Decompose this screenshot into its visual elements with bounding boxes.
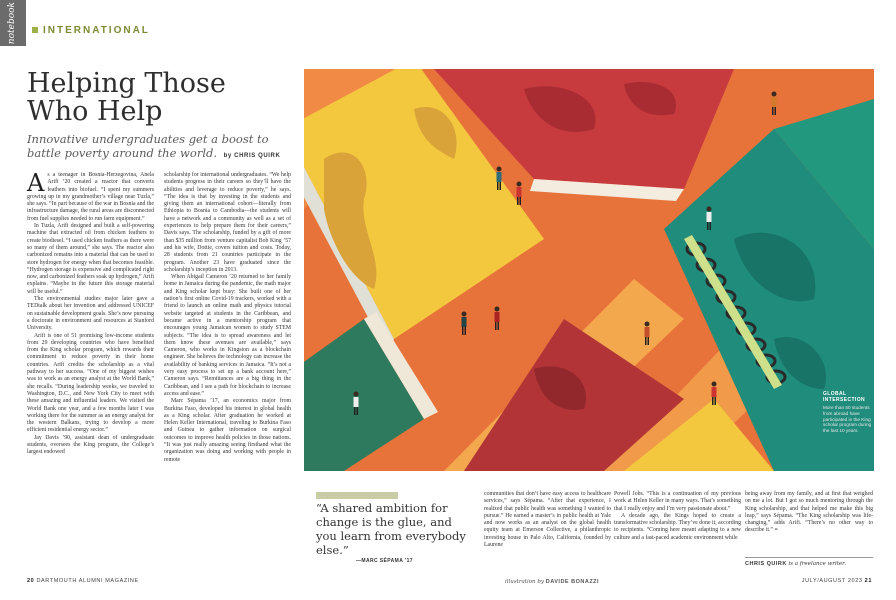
footer-rule (745, 557, 873, 558)
body-column-1 (27, 169, 154, 457)
author-name: CHRIS QUIRK (745, 561, 787, 567)
caption-title: GLOBAL INTERSECTION (823, 391, 866, 403)
headline: Helping Those Who Help (27, 68, 226, 127)
section-label: INTERNATIONAL (43, 25, 150, 36)
paragraph: communities that don’t have easy access to healthcare services,” says Sépama. “After that experience, I realized that public health was something I wanted to pursue.” He earned a master’s in public health at Yale and now works as an analyst on the global health equity team at Emerson Collective, a philanthropic investing house in Palo Alto, California, founded by Laurene (484, 491, 611, 549)
pull-quote-attribution: —MARC SÉPAMA ’17 (356, 558, 413, 564)
paragraph: being away from my family, and at first that weighed on me a lot. But I got so much mentoring through the King scholarship, and that helped me make this big leap,” says Sépama. “The King scholarship was life-changing,” adds Arifi. “There’s no other way to describe it.” ≡ (745, 491, 873, 534)
body-column-5 (745, 491, 873, 535)
body-column-3 (484, 491, 611, 549)
end-mark: ≡ (774, 527, 778, 534)
deck-text: Innovative undergraduates get a boost to battle poverty around the world. (27, 132, 269, 160)
folio-right (802, 578, 872, 584)
body-column-4 (614, 491, 741, 542)
page-number-right: 21 (864, 578, 872, 584)
paragraph: A decade ago, the Kings hoped to create a transformative scholarship. They’ve done it, according to recipients. “Coming here meant adapting to a new culture and a fast-paced academic environment while (614, 512, 741, 541)
paragraph: Powell Jobs. “This is a continuation of my previous work at Helen Keller in many ways. That’s something that I really enjoy and I’m very passionate about.” (614, 491, 741, 512)
section-marker (32, 27, 38, 33)
body-column-2 (164, 172, 291, 464)
illustration-artwork (304, 69, 874, 471)
page-number-left: 20 (27, 578, 35, 584)
paragraph: scholarship for international undergraduates. “We help students progress in their careers so they’ll have the abilities and leverage to reduce poverty,” he says. “The idea is that by investing in the students and giving them an international cohort—literally from Ethiopia to Bosnia to Cambodia—the students will have a network and a community as well as a set of experiences to help prepare them for their careers,” Davis says. The scholarship, funded by a gift of more than $35 million from venture capitalist Bob King ’57 and his wife, Dottie, covers tuition and costs. Today, 28 students from 21 countries participate in the program. Another 23 have graduated since the scholarship’s inception in 2013. (164, 172, 291, 273)
paragraph: Jay Davis ’90, assistant dean of undergraduate students, oversees the King program, the College’s largest endowed (27, 434, 154, 456)
dropcap: A (27, 169, 45, 197)
author-description: is a freelance writer. (788, 561, 846, 567)
illustration (304, 69, 874, 471)
illustration-credit (505, 579, 599, 585)
author-note (745, 561, 846, 567)
issue-date: JULY/AUGUST 2023 (801, 578, 863, 584)
illustration-caption (823, 391, 873, 434)
pull-quote: “A shared ambition for change is the glue, and you learn from everybody else.” (316, 501, 466, 557)
section-tab (0, 0, 26, 46)
paragraph: Arifi is one of 51 promising low-income students from 29 developing countries who have benefited from the King scholar program, which rewards their commitment to reduce poverty in their home countries. Arifi credits the scholarship as a vital pathway to her success. “One of my biggest wishes was to work as an energy analyst at the World Bank,” she recalls. “During leadership weeks, we traveled to Washington, D.C., and New York City to meet with these amazing and influential leaders. We visited the World Bank one year, and a few months later I was working there for the summer as an energy analyst for the western Balkans, trying to develop a more efficient residential energy sector.” (27, 332, 154, 434)
folio-left (27, 578, 139, 584)
credit-name: DAVIDE BONAZZI (545, 579, 600, 585)
publication-name: DARTMOUTH ALUMNI MAGAZINE (36, 578, 139, 584)
paragraph: As a teenager in Bosnia-Herzegovina, Anela Arifi ’20 created a reactor that converts feathers into biofuel. “I spent my summers growing up in my grandmother’s village near Tuzla,” she says. “In part because of the war in Bosnia and the infrastructure damage, the rural areas are disconnected from fuel supplies needed to run farm equipment.” (27, 169, 154, 222)
paragraph: Marc Sépama ’17, an economics major from Burkina Faso, developed his interest in global health as a King scholar. After graduation he worked at Helen Keller International, traveling to Burkina Faso and Guinea to gather information on surgical outcomes to improve health policies in those nations. “It was just really amazing seeing firsthand what the organization was doing and working with people in remote (164, 398, 291, 463)
credit-prefix: illustration by (505, 579, 544, 585)
paragraph: The environmental studies major later gave a TEDtalk about her invention and addressed UNICEF on sustainable development goals. She’s now pursuing a doctorate in environment and resources at Stanford University. (27, 296, 154, 332)
byline: by CHRIS QUIRK (223, 153, 281, 159)
paragraph: In Tuzla, Arifi designed and built a self-powering machine that extracted oil from chicken feathers to create biodiesel. “I used chicken feathers as there were so many of them around,” she says. The reactor also carbonized remains into a material that can be used to store hydrogen for energy when that becomes feasible. “Hydrogen storage is expensive and complicated right now, and carbonized feathers soak up hydrogen,” Arifi explains. “Maybe in the future this storage material will be useful.” (27, 223, 154, 295)
deck (27, 132, 292, 163)
pull-quote-bar (316, 492, 398, 499)
caption-text: More than 50 students from abroad have participated in the King scholar program during the last 10 years. (823, 405, 872, 434)
section-tab-label: notebook (7, 2, 17, 45)
paragraph: When Abigail Cameron ’20 returned to her family home in Jamaica during the pandemic, the math major and King scholar kept busy: She built one of her nation’s first online Covid-19 trackers, worked with a friend to launch an online math and physics tutorial website targeted at students in the Caribbean, and became active in a mentorship program that encourages young Jamaican women to study STEM subjects. “The idea is to spread awareness and let them know these avenues are available,” says Cameron, who works in Kingston as a blockchain engineer. She believes the technology can increase the availability of banking services in Jamaica. “It’s not a very easy process to set up a bank account here,” Cameron says. “Remittances are a big thing in the Caribbean, and I see a path for blockchain to increase access and ease.” (164, 274, 291, 397)
